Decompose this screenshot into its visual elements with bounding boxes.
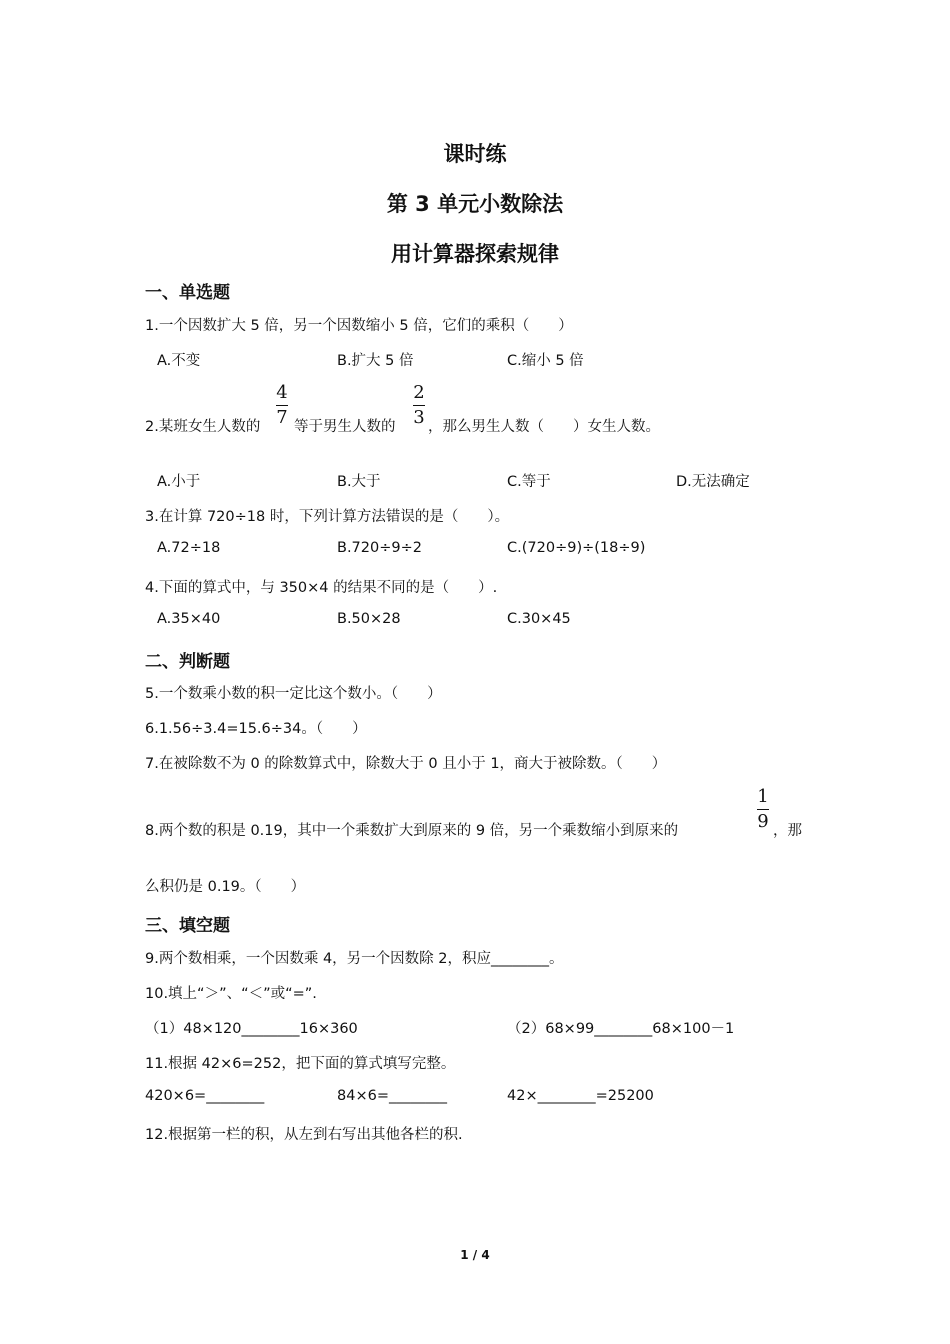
question-3: 3.在计算 720÷18 时，下列计算方法错误的是（ ）。 <box>145 509 510 525</box>
question-5: 5.一个数乘小数的积一定比这个数小。（ ） <box>145 686 442 702</box>
option-a: A.35×40 <box>157 611 221 627</box>
numerator: 1 <box>757 786 769 807</box>
option-a: A.小于 <box>157 474 201 490</box>
numerator: 2 <box>413 382 425 403</box>
section-heading: 一、单选题 <box>145 283 230 303</box>
fraction <box>757 786 769 833</box>
question-4: 4.下面的算式中，与 350×4 的结果不同的是（ ）. <box>145 580 498 596</box>
option-c: C.缩小 5 倍 <box>507 353 584 369</box>
fraction-bar <box>757 809 769 810</box>
denominator: 7 <box>276 407 288 428</box>
option-b: B.扩大 5 倍 <box>337 353 414 369</box>
blank-item: （2）68×99________68×100－1 <box>507 1021 735 1037</box>
question-2-text: 等于男生人数的 <box>294 419 396 435</box>
option-d: D.无法确定 <box>676 474 750 490</box>
blank-item: 84×6=________ <box>337 1088 447 1104</box>
fraction-bar <box>413 405 425 406</box>
option-c: C.30×45 <box>507 611 571 627</box>
option-b: B.720÷9÷2 <box>337 540 422 556</box>
unit-title: 第 3 单元小数除法 <box>386 192 564 216</box>
denominator: 9 <box>757 811 769 832</box>
blank-item: 420×6=________ <box>145 1088 265 1104</box>
fraction-bar <box>276 405 288 406</box>
question-8: 8.两个数的积是 0.19，其中一个乘数扩大到原来的 9 倍，另一个乘数缩小到原来的 <box>145 823 679 839</box>
section-heading: 二、判断题 <box>145 652 230 672</box>
page-title: 课时练 <box>443 142 507 166</box>
question-6: 6.1.56÷3.4=15.6÷34。（ ） <box>145 721 367 737</box>
denominator: 3 <box>413 407 425 428</box>
question-2: 2.某班女生人数的 <box>145 419 261 435</box>
question-8-text: ，那 <box>773 823 802 839</box>
option-a: A.72÷18 <box>157 540 221 556</box>
question-2-text: ，那么男生人数（ ）女生人数。 <box>428 419 660 435</box>
blank-item: 42×________=25200 <box>507 1088 654 1104</box>
question-8-line2: 么积仍是 0.19。（ ） <box>145 879 306 895</box>
blank-item: （1）48×120________16×360 <box>145 1021 358 1037</box>
section-heading: 三、填空题 <box>145 916 230 936</box>
option-c: C.(720÷9)÷(18÷9) <box>507 540 646 556</box>
question-12: 12.根据第一栏的积，从左到右写出其他各栏的积. <box>145 1127 463 1143</box>
option-b: B.大于 <box>337 474 381 490</box>
question-1: 1.一个因数扩大 5 倍，另一个因数缩小 5 倍，它们的乘积（ ） <box>145 318 573 334</box>
question-9: 9.两个数相乘，一个因数乘 4，另一个因数除 2，积应________。 <box>145 951 564 967</box>
page-number: 1 / 4 <box>460 1248 490 1262</box>
question-10: 10.填上“＞”、“＜”或“=”. <box>145 986 317 1002</box>
question-7: 7.在被除数不为 0 的除数算式中，除数大于 0 且小于 1，商大于被除数。（ ） <box>145 756 667 772</box>
lesson-title: 用计算器探索规律 <box>391 242 559 266</box>
option-a: A.不变 <box>157 353 201 369</box>
numerator: 4 <box>276 382 288 403</box>
option-b: B.50×28 <box>337 611 401 627</box>
fraction <box>413 382 425 429</box>
fraction <box>276 382 288 429</box>
question-11: 11.根据 42×6=252，把下面的算式填写完整。 <box>145 1056 456 1072</box>
option-c: C.等于 <box>507 474 551 490</box>
